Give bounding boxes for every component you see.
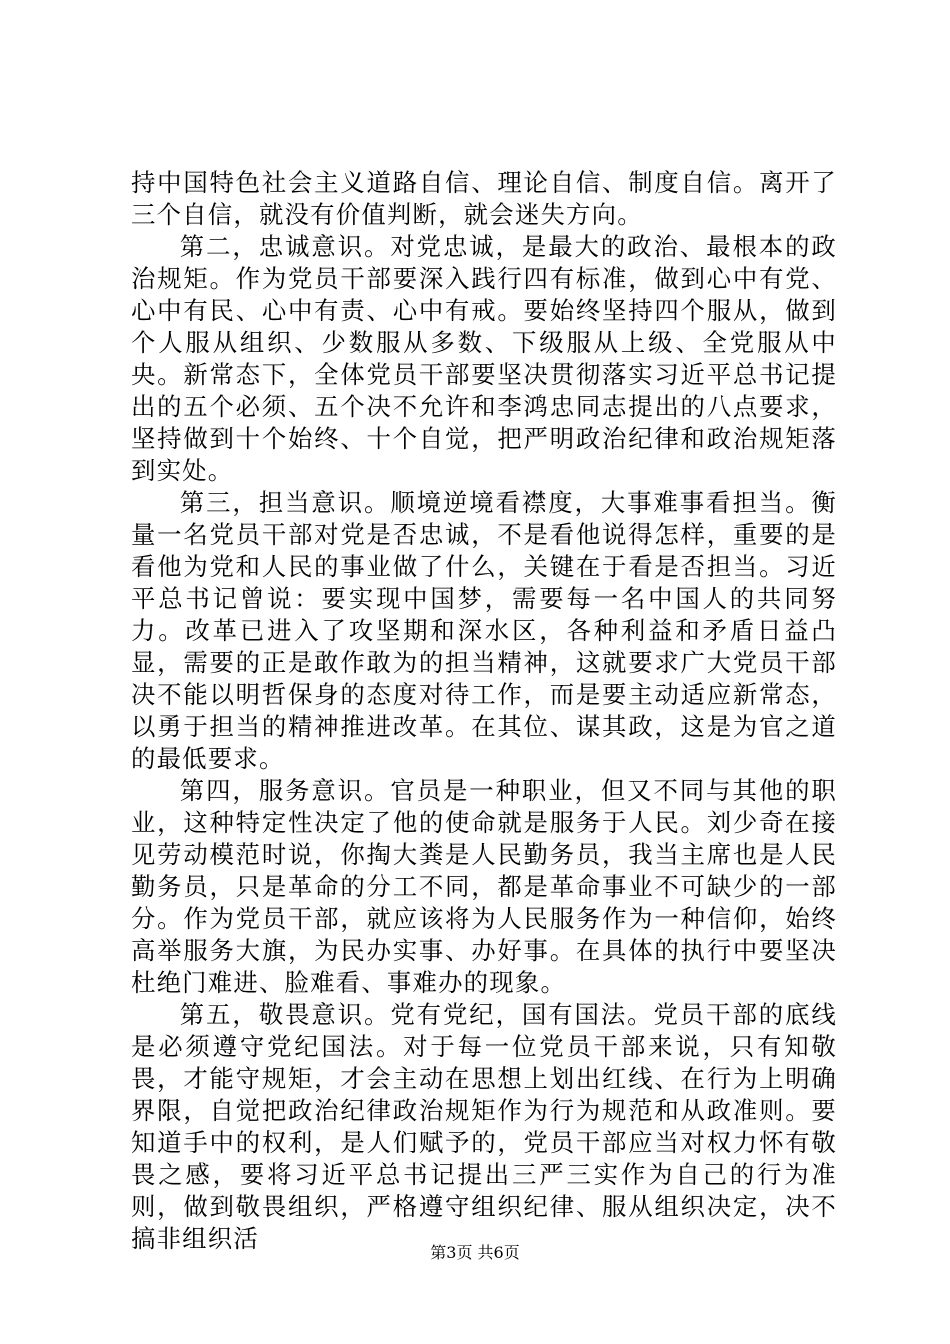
document-body	[131, 167, 837, 1255]
paragraph-5: 第五，敬畏意识。党有党纪，国有国法。党员干部的底线是必须遵守党纪国法。对于每一位党员干部来说，只有知敬畏，才能守规矩，才会主动在思想上划出红线、在行为上明确界限，自觉把政治纪律政治规矩作为行为规范和从政准则。要知道手中的权利，是人们赋予的，党员干部应当对权力怀有敬畏之感，要将习近平总书记提出三严三实作为自己的行为准则，做到敬畏组织，严格遵守组织纪律、服从组织决定，决不搞非组织活	[131, 1000, 837, 1253]
page-number-footer: 第3页 共6页	[430, 1243, 520, 1262]
paragraph-1: 持中国特色社会主义道路自信、理论自信、制度自信。离开了三个自信，就没有价值判断，就会迷失方向。	[131, 168, 837, 229]
paragraph-2: 第二，忠诚意识。对党忠诚，是最大的政治、最根本的政治规矩。作为党员干部要深入践行四有标准，做到心中有党、心中有民、心中有责、心中有戒。要始终坚持四个服从，做到个人服从组织、少数服从多数、下级服从上级、全党服从中央。新常态下，全体党员干部要坚决贯彻落实习近平总书记提出的五个必须、五个决不允许和李鸿忠同志提出的八点要求，坚持做到十个始终、十个自觉，把严明政治纪律和政治规矩落到实处。	[131, 232, 837, 485]
paragraph-4: 第四，服务意识。官员是一种职业，但又不同与其他的职业，这种特定性决定了他的使命就是服务于人民。刘少奇在接见劳动模范时说，你掏大粪是人民勤务员，我当主席也是人民勤务员，只是革命的分工不同，都是革命事业不可缺少的一部分。作为党员干部，就应该将为人民服务作为一种信仰，始终高举服务大旗，为民办实事、办好事。在具体的执行中要坚决杜绝门难进、脸难看、事难办的现象。	[131, 776, 837, 997]
paragraph-3: 第三，担当意识。顺境逆境看襟度，大事难事看担当。衡量一名党员干部对党是否忠诚，不是看他说得怎样，重要的是看他为党和人民的事业做了什么，关键在于看是否担当。习近平总书记曾说：要实现中国梦，需要每一名中国人的共同努力。改革已进入了攻坚期和深水区，各种利益和矛盾日益凸显，需要的正是敢作敢为的担当精神，这就要求广大党员干部决不能以明哲保身的态度对待工作，而是要主动适应新常态，以勇于担当的精神推进改革。在其位、谋其政，这是为官之道的最低要求。	[131, 488, 837, 773]
